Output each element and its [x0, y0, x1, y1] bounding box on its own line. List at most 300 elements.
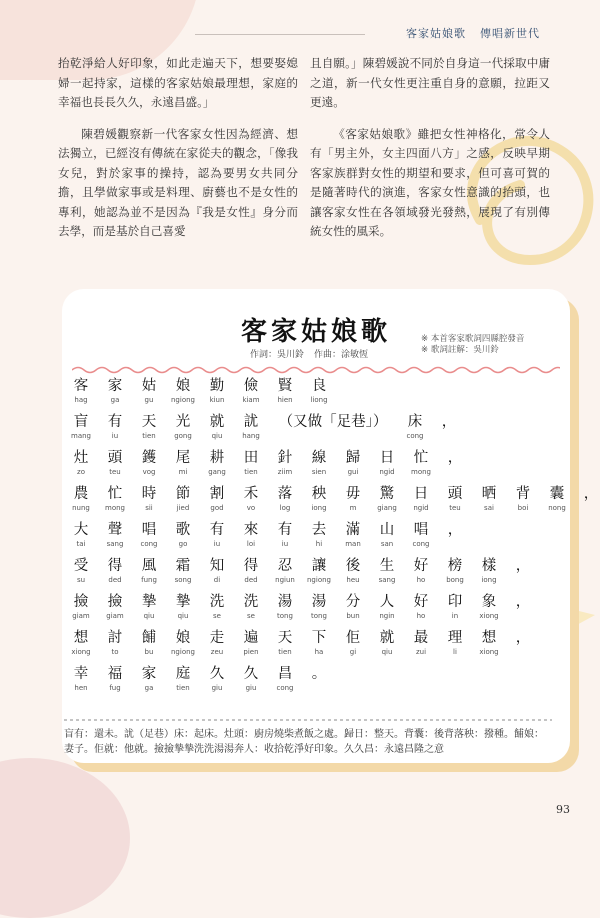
- lyric-romanization: heu: [346, 576, 360, 584]
- lyric-syllable: [336, 557, 370, 585]
- lyric-char: 昌: [277, 666, 293, 682]
- lyric-romanization: ho: [416, 576, 426, 584]
- lyric-syllable: [404, 449, 438, 477]
- lyric-romanization: ngid: [379, 468, 395, 476]
- lyric-romanization: ziim: [277, 468, 293, 476]
- lyric-char: 後: [345, 558, 361, 574]
- lyric-syllable: [370, 449, 404, 477]
- lyrics-glossary: 盲有：還未。訧（足巷）床：起床。灶頭：廚房燒柴煮飯之處。歸日：整天。背囊：後背落秧：撥種。餔娘：妻子。佢就：他就。撿撿摯摯洗洗湯湯奔人：收拾乾淨好印象。久久昌：永遠昌隆之意: [64, 729, 544, 755]
- lyric-char: 日: [379, 450, 395, 466]
- lyric-char: 去: [311, 522, 327, 538]
- lyric-syllable: [132, 485, 166, 513]
- lyric-char: 想: [73, 630, 89, 646]
- lyric-char: 光: [175, 414, 191, 430]
- lyric-romanization: iu: [111, 432, 119, 440]
- header-title: 客家姑娘歌: [406, 27, 466, 40]
- lyricist: 作詞：吳川鈴: [250, 350, 305, 360]
- lyric-char: 人: [379, 594, 395, 610]
- lyric-char: 好: [413, 558, 429, 574]
- lyric-char: 忙: [107, 486, 123, 502]
- lyric-syllable: [472, 557, 506, 585]
- lyric-syllable: [98, 521, 132, 549]
- lyric-syllable: [64, 665, 98, 693]
- lyric-char: 得: [243, 558, 259, 574]
- note-annotation: ※ 歌詞註解：吳川鈴: [421, 345, 499, 355]
- lyric-syllable: [438, 521, 472, 540]
- lyric-char: 就: [209, 414, 225, 430]
- lyric-char: 有: [277, 522, 293, 538]
- lyric-romanization: gi: [349, 648, 357, 656]
- lyric-syllable: [98, 413, 132, 441]
- lyric-romanization: tai: [76, 540, 86, 548]
- lyric-syllable: [472, 485, 506, 513]
- lyric-romanization: qiu: [381, 648, 393, 656]
- lyric-romanization: iong: [311, 504, 327, 512]
- lyric-syllable: [268, 593, 302, 621]
- paragraph: 抬乾淨給人好印象，如此走遍天下，想要娶媳婦一起持家，這樣的客家姑娘最理想，家庭的幸福也長長久久，永遠昌盛。」: [58, 56, 298, 109]
- lyric-romanization: man: [345, 540, 361, 548]
- lyric-char: 摯: [141, 594, 157, 610]
- lyric-char: 囊: [549, 486, 565, 502]
- lyric-char: 忍: [277, 558, 293, 574]
- lyric-romanization: giu: [211, 684, 223, 692]
- lyric-romanization: cong: [276, 684, 294, 692]
- lyric-syllable: [64, 449, 98, 477]
- lyric-syllable: [166, 413, 200, 441]
- lyric-syllable: [398, 413, 432, 441]
- lyric-char: 晒: [481, 486, 497, 502]
- lyric-char: 唱: [413, 522, 429, 538]
- lyric-romanization: kiam: [242, 396, 260, 404]
- lyric-romanization: hen: [74, 684, 88, 692]
- lyric-romanization: se: [213, 612, 221, 620]
- lyric-char: 針: [277, 450, 293, 466]
- lyric-char: 良: [311, 378, 327, 394]
- lyric-syllable: [166, 449, 200, 477]
- lyric-char: 樣: [481, 558, 497, 574]
- lyric-romanization: sang: [106, 540, 124, 548]
- lyric-syllable: [438, 449, 472, 468]
- lyric-char: 來: [243, 522, 259, 538]
- dashed-divider: [64, 717, 552, 723]
- lyric-syllable: [234, 485, 268, 513]
- lyric-syllable: [268, 449, 302, 477]
- lyric-syllable: [132, 521, 166, 549]
- lyric-romanization: m: [349, 504, 357, 512]
- lyric-syllable: [98, 665, 132, 693]
- lyric-syllable: [268, 665, 302, 693]
- lyric-syllable: [200, 665, 234, 693]
- lyric-char: 滿: [345, 522, 361, 538]
- lyric-romanization: tong: [311, 612, 327, 620]
- lyric-syllable: [98, 557, 132, 585]
- lyric-romanization: go: [178, 540, 188, 548]
- lyric-syllable: [200, 377, 234, 405]
- lyric-romanization: sien: [311, 468, 327, 476]
- lyric-syllable: [302, 557, 336, 585]
- lyric-syllable: [64, 557, 98, 585]
- lyric-syllable: [268, 377, 302, 405]
- lyric-romanization: hag: [74, 396, 88, 404]
- lyric-char: 娘: [175, 630, 191, 646]
- lyric-char: 撿: [107, 594, 123, 610]
- lyrics-card: [62, 289, 599, 763]
- lyric-romanization: xiong: [479, 648, 499, 656]
- lyric-romanization: hi: [315, 540, 323, 548]
- lyric-char: 下: [311, 630, 327, 646]
- lyric-syllable: [234, 665, 268, 693]
- lyric-syllable: [234, 629, 268, 657]
- lyric-romanization: fung: [141, 576, 157, 584]
- lyric-syllable: [166, 629, 200, 657]
- lyric-syllable: [404, 593, 438, 621]
- lyric-char: 儉: [243, 378, 259, 394]
- lyric-romanization: nung: [72, 504, 90, 512]
- paragraph: 且自願。」陳碧媛說不同於自身這一代採取中庸之道，新一代女性更注重自身的意願，拉距又更遠。: [310, 56, 550, 109]
- lyric-romanization: gui: [347, 468, 359, 476]
- article-column-left: [58, 54, 298, 254]
- lyric-char: 理: [447, 630, 463, 646]
- lyric-romanization: iu: [213, 540, 221, 548]
- lyric-romanization: ded: [108, 576, 122, 584]
- lyric-char: 山: [379, 522, 395, 538]
- lyric-char: 農: [73, 486, 89, 502]
- lyric-syllable: [268, 485, 302, 513]
- lyric-syllable: [302, 521, 336, 549]
- lyric-syllable: [132, 377, 166, 405]
- lyric-syllable: [302, 449, 336, 477]
- lyric-syllable: [370, 557, 404, 585]
- lyric-syllable: [336, 485, 370, 513]
- lyric-syllable: [472, 629, 506, 657]
- lyric-char: 。: [311, 666, 327, 682]
- lyric-romanization: jied: [176, 504, 190, 512]
- lyric-syllable: [132, 593, 166, 621]
- lyric-char: ，: [515, 630, 531, 646]
- lyric-char: 象: [481, 594, 497, 610]
- lyric-char: 頭: [107, 450, 123, 466]
- lyric-syllable: [98, 593, 132, 621]
- lyric-char: 湯: [311, 594, 327, 610]
- lyric-char: 落: [277, 486, 293, 502]
- lyric-char: 時: [141, 486, 157, 502]
- lyric-syllable: [98, 485, 132, 513]
- lyric-romanization: in: [451, 612, 459, 620]
- header-rule: [195, 34, 365, 35]
- lyric-romanization: ngiong: [171, 396, 195, 404]
- lyric-syllable: [234, 521, 268, 549]
- lyric-romanization: boi: [517, 504, 529, 512]
- lyric-romanization: cong: [412, 540, 430, 548]
- lyric-syllable: [166, 377, 200, 405]
- lyric-char: 賢: [277, 378, 293, 394]
- lyric-romanization: tien: [244, 468, 258, 476]
- lyric-syllable: [132, 665, 166, 693]
- lyric-syllable: [404, 629, 438, 657]
- lyric-romanization: hang: [242, 432, 260, 440]
- lyric-char: 印: [447, 594, 463, 610]
- lyric-char: 洗: [209, 594, 225, 610]
- lyric-char: 餔: [141, 630, 157, 646]
- lyric-syllable: [200, 593, 234, 621]
- lyric-syllable: [98, 377, 132, 405]
- lyric-romanization: xiong: [71, 648, 91, 656]
- lyric-char: 毋: [345, 486, 361, 502]
- song-credits: [250, 347, 378, 360]
- lyric-syllable: [302, 485, 336, 513]
- lyric-romanization: log: [279, 504, 291, 512]
- paragraph: 陳碧媛觀察新一代客家女性因為經濟、想法獨立，已經沒有傳統在家從夫的觀念，「像我女兒，對於家事的操持，認為要男女共同分擔，且學做家事或是料理、廚藝也不是女性的專利，她認為並不是因為『我是女性』身分而去學，而是基於自己喜愛: [58, 126, 298, 238]
- lyric-romanization: mang: [71, 432, 91, 440]
- lyric-char: 尾: [175, 450, 191, 466]
- lyric-romanization: mong: [411, 468, 431, 476]
- lyric-romanization: di: [213, 576, 221, 584]
- lyric-char: 洗: [243, 594, 259, 610]
- lyric-romanization: ho: [416, 612, 426, 620]
- lyric-syllable: [506, 629, 540, 648]
- lyric-char: 討: [107, 630, 123, 646]
- lyric-romanization: song: [174, 576, 192, 584]
- lyric-char: 日: [413, 486, 429, 502]
- lyric-syllable: [370, 485, 404, 513]
- lyric-romanization: giu: [245, 684, 257, 692]
- lyric-char: （又做「足巷」）: [278, 414, 388, 430]
- lyric-syllable: [200, 521, 234, 549]
- lyric-syllable: [302, 629, 336, 657]
- lyric-romanization: teu: [109, 468, 121, 476]
- lyric-syllable: [370, 593, 404, 621]
- lyric-syllable: [200, 485, 234, 513]
- lyric-char: 分: [345, 594, 361, 610]
- lyric-syllable: [268, 521, 302, 549]
- lyric-romanization: iu: [281, 540, 289, 548]
- song-title: 客家姑娘歌: [240, 317, 391, 347]
- lyric-char: 忙: [413, 450, 429, 466]
- composer: 作曲：涂敏恆: [314, 350, 369, 360]
- lyric-romanization: zui: [415, 648, 427, 656]
- lyric-char: 撿: [73, 594, 89, 610]
- lyric-syllable: [64, 593, 98, 621]
- lyric-romanization: kiun: [209, 396, 225, 404]
- lyric-syllable: [404, 485, 438, 513]
- lyric-char: 霜: [175, 558, 191, 574]
- lyric-romanization: gong: [174, 432, 192, 440]
- lyric-romanization: sii: [145, 504, 153, 512]
- lyric-syllable: [64, 485, 98, 513]
- lyric-syllable: [234, 413, 268, 441]
- lyric-char: 得: [107, 558, 123, 574]
- article-column-right: [310, 54, 550, 254]
- lyric-char: 勤: [209, 378, 225, 394]
- lyric-syllable: [166, 593, 200, 621]
- lyric-romanization: sang: [378, 576, 396, 584]
- lyric-romanization: tong: [277, 612, 293, 620]
- lyric-char: 禾: [243, 486, 259, 502]
- lyric-romanization: mong: [105, 504, 125, 512]
- lyric-romanization: ha: [314, 648, 324, 656]
- lyric-syllable: [166, 557, 200, 585]
- lyric-romanization: se: [247, 612, 255, 620]
- lyric-syllable: [472, 593, 506, 621]
- lyric-romanization: tien: [176, 684, 190, 692]
- lyric-romanization: ngiong: [307, 576, 331, 584]
- lyric-syllable: [574, 485, 600, 504]
- lyric-syllable: [200, 413, 234, 441]
- lyric-syllable: [132, 629, 166, 657]
- lyric-char: 遍: [243, 630, 259, 646]
- lyric-char: 福: [107, 666, 123, 682]
- lyric-romanization: cong: [140, 540, 158, 548]
- lyric-syllable: [540, 485, 574, 513]
- lyric-char: 割: [209, 486, 225, 502]
- lyric-char: 驚: [379, 486, 395, 502]
- lyric-char: 歌: [175, 522, 191, 538]
- lyric-char: 歸: [345, 450, 361, 466]
- lyric-romanization: cong: [406, 432, 424, 440]
- lyric-char: 田: [243, 450, 259, 466]
- lyric-char: 家: [141, 666, 157, 682]
- lyric-char: 幸: [73, 666, 89, 682]
- lyric-char: 好: [413, 594, 429, 610]
- running-header: [392, 25, 540, 41]
- lyric-syllable: [302, 665, 336, 684]
- lyric-char: 知: [209, 558, 225, 574]
- lyric-char: 有: [107, 414, 123, 430]
- lyric-syllable: [336, 521, 370, 549]
- page-number: 93: [556, 803, 570, 816]
- song-notes: [421, 334, 524, 356]
- lyric-char: 就: [379, 630, 395, 646]
- lyric-syllable: [370, 521, 404, 549]
- lyric-char: 頭: [447, 486, 463, 502]
- lyric-char: 佢: [345, 630, 361, 646]
- paragraph: 《客家姑娘歌》雖把女性神格化，常令人有「男主外，女主四面八方」之感，反映早期客家族群對女性的期望和要求，但可喜可賀的是隨著時代的演進，客家女性意識的抬頭，也讓客家女性在各領域發光發熱，展現了有別傳統女性的風采。: [310, 126, 550, 238]
- lyric-romanization: tien: [278, 648, 292, 656]
- lyric-romanization: ngin: [379, 612, 395, 620]
- lyric-romanization: ded: [244, 576, 258, 584]
- lyric-char: 床: [407, 414, 423, 430]
- lyric-romanization: su: [76, 576, 86, 584]
- note-dialect: ※ 本首客家歌詞四縣腔發音: [421, 334, 525, 344]
- lyric-romanization: to: [111, 648, 119, 656]
- lyric-syllable: [234, 377, 268, 405]
- lyric-char: 風: [141, 558, 157, 574]
- lyric-romanization: ngiong: [171, 648, 195, 656]
- lyric-char: 久: [243, 666, 259, 682]
- lyric-char: 大: [73, 522, 89, 538]
- lyric-char: ，: [515, 594, 531, 610]
- lyric-syllable: [234, 449, 268, 477]
- lyric-char: 耕: [209, 450, 225, 466]
- lyric-romanization: bun: [346, 612, 360, 620]
- lyric-syllable: [404, 521, 438, 549]
- lyric-syllable: [268, 413, 398, 432]
- lyric-char: 訧: [243, 414, 259, 430]
- lyric-char: 讓: [311, 558, 327, 574]
- lyric-char: 客: [73, 378, 89, 394]
- lyric-romanization: ga: [110, 396, 120, 404]
- lyric-char: 受: [73, 558, 89, 574]
- lyric-romanization: ngiun: [275, 576, 295, 584]
- lyric-char: 榜: [447, 558, 463, 574]
- lyric-syllable: [370, 629, 404, 657]
- header-subtitle: 傳唱新世代: [480, 27, 540, 40]
- lyric-syllable: [438, 593, 472, 621]
- lyric-char: ，: [515, 558, 531, 574]
- lyric-char: 節: [175, 486, 191, 502]
- lyric-char: 娘: [175, 378, 191, 394]
- lyric-syllable: [98, 449, 132, 477]
- lyric-syllable: [302, 377, 336, 405]
- lyric-syllable: [64, 377, 98, 405]
- lyric-romanization: nong: [548, 504, 566, 512]
- lyric-romanization: vo: [246, 504, 256, 512]
- lyric-syllable: [506, 485, 540, 513]
- lyric-syllable: [166, 485, 200, 513]
- lyric-char: 家: [107, 378, 123, 394]
- lyric-syllable: [64, 413, 98, 441]
- lyric-romanization: giang: [377, 504, 397, 512]
- lyric-romanization: li: [453, 648, 457, 656]
- lyric-romanization: gu: [144, 396, 154, 404]
- lyric-char: 秧: [311, 486, 327, 502]
- lyric-syllable: [200, 557, 234, 585]
- lyric-syllable: [506, 593, 540, 612]
- lyric-syllable: [506, 557, 540, 576]
- lyric-romanization: fug: [109, 684, 121, 692]
- lyric-syllable: [64, 521, 98, 549]
- lyric-syllable: [336, 629, 370, 657]
- lyric-char: 灶: [73, 450, 89, 466]
- lyric-romanization: ngid: [413, 504, 429, 512]
- lyric-char: 聲: [107, 522, 123, 538]
- lyric-syllable: [438, 485, 472, 513]
- lyric-syllable: [64, 629, 98, 657]
- lyric-romanization: zeu: [210, 648, 224, 656]
- lyric-romanization: tien: [142, 432, 156, 440]
- lyric-romanization: xiong: [479, 612, 499, 620]
- lyric-romanization: zo: [77, 468, 85, 476]
- lyric-char: 唱: [141, 522, 157, 538]
- lyric-char: 鑊: [141, 450, 157, 466]
- lyric-syllable: [438, 557, 472, 585]
- lyric-char: ，: [441, 414, 457, 430]
- lyric-char: 生: [379, 558, 395, 574]
- lyric-syllable: [166, 665, 200, 693]
- lyric-char: 天: [141, 414, 157, 430]
- lyric-char: 有: [209, 522, 225, 538]
- lyric-syllable: [98, 629, 132, 657]
- lyric-romanization: vog: [142, 468, 156, 476]
- lyric-romanization: qiu: [143, 612, 155, 620]
- lyric-romanization: mi: [178, 468, 188, 476]
- lyric-char: ，: [447, 522, 463, 538]
- lyric-char: 天: [277, 630, 293, 646]
- lyric-char: 庭: [175, 666, 191, 682]
- lyric-romanization: bu: [144, 648, 154, 656]
- background-blob-bottom-left: [0, 758, 130, 918]
- lyric-syllable: [132, 449, 166, 477]
- lyric-char: 線: [311, 450, 327, 466]
- lyric-romanization: ga: [144, 684, 154, 692]
- lyric-romanization: liong: [310, 396, 328, 404]
- lyric-syllable: [166, 521, 200, 549]
- lyric-romanization: bong: [446, 576, 464, 584]
- lyric-syllable: [336, 593, 370, 621]
- lyric-romanization: qiu: [211, 432, 223, 440]
- lyric-syllable: [404, 557, 438, 585]
- lyric-char: 久: [209, 666, 225, 682]
